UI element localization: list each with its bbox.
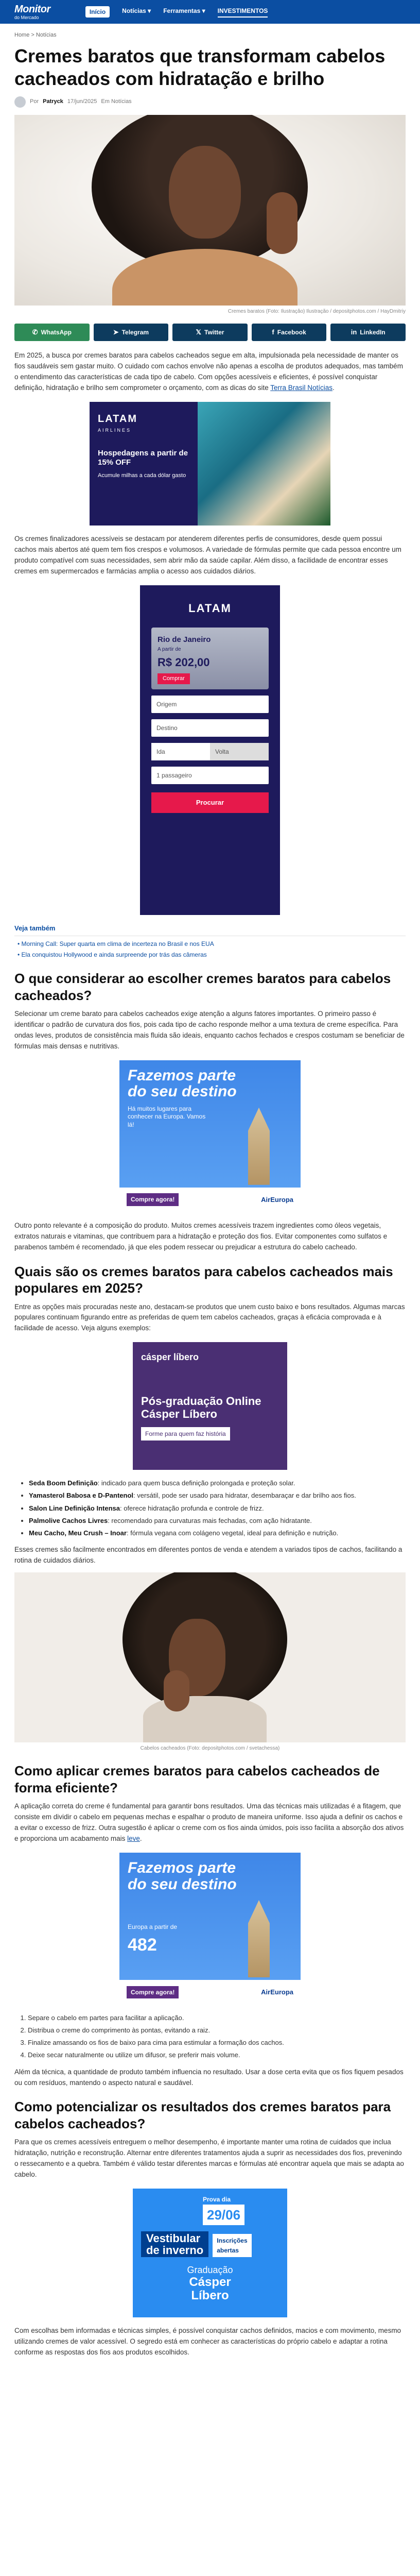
ad-headline-2: do seu destino [128,1083,237,1100]
ad-prova-label: Prova dia [203,2196,231,2204]
breadcrumb[interactable]: Home > Notícias [14,32,57,38]
ad-casper[interactable] [133,1342,287,1470]
aireuropa-logo: AirEuropa [261,1195,293,1204]
ad-subtext: Há muitos lugares para conhecer na Europa. Vamos lá! [128,1105,206,1128]
section-heading: Quais são os cremes baratos para cabelos cacheados mais populares em 2025? [14,1263,393,1296]
steps-list [28,2013,406,2061]
twitter-icon: 𝕏 [196,328,201,336]
nav-item-investimentos[interactable]: INVESTIMENTOS [218,6,268,18]
latam-logo: LATAM [98,413,138,425]
facebook-icon: f [272,328,274,336]
ad-headline-2: Cásper Líbero [141,1408,217,1421]
passengers-select[interactable]: 1 passageiro [151,767,269,784]
paragraph: Outro ponto relevante é a composição do produto. Muitos cremes acessíveis trazem ingredientes como óleos vegetais, extratos naturais e vitaminas, que contribuem para a hidratação e proteção dos fios. Evitar componentes como sulfatos e parabenos também é recomendado, já que eles podem ressecar ou prejudicar a estrutura do cabelo cacheado. [14,1221,388,1251]
ad-subtext: Graduação [187,2265,233,2276]
paragraph: Entre as opções mais procuradas neste ano, destacam-se produtos que unem custo baixo e bons resultados. Algumas marcas populares continuam figurando entre as preferidas de quem tem cabelos cacheados, graças à eficácia comprovada e à facilidade de acesso. Veja alguns exemplos: [14,1302,405,1332]
list-item: • Palmolive Cachos Livres: recomendado para curvaturas mais fechadas, com ação hidratante. [29,1516,406,1526]
ad-buy-button[interactable]: Comprar [157,673,190,684]
paragraph: Selecionar um creme barato para cabelos cacheados exige atenção a alguns fatores importantes. O primeiro passo é identificar o padrão de curvatura dos fios, pois cada tipo de cacho responde melhor a uma textura de creme específica. Para ondas leves, produtos de consistência mais fluida são ideais, enquanto cachos fechados e crespos costumam se beneficiar de fórmulas mais densas e nutritivas. [14,1010,405,1050]
article-date: 17/jun/2025 [67,98,97,105]
share-whatsapp-button[interactable]: ✆ WhatsApp [14,324,90,341]
hero-image [14,115,406,306]
list-item: 4. Deixe secar naturalmente ou utilize um difusor, se preferir mais volume. [28,2050,406,2060]
top-navigation-bar [0,0,420,24]
ad-tagline: Forme para quem faz história [141,1427,230,1441]
article-container [14,24,406,2358]
ad-price: R$ 202,00 [157,655,210,669]
ad-beach-image [198,402,330,526]
share-twitter-button[interactable]: 𝕏 Twitter [172,324,248,341]
ad-headline-2: de inverno [146,2244,204,2257]
article-meta [14,96,406,108]
whatsapp-icon: ✆ [32,328,38,336]
photo-caption: Cabelos cacheados (Foto: depositphotos.com / svetachessa) [140,1745,280,1751]
terra-brasil-link[interactable]: Terra Brasil Notícias [270,384,333,392]
ad-search-button[interactable]: Procurar [151,792,269,813]
leve-link[interactable]: leve [127,1835,140,1843]
ad-city: Rio de Janeiro [157,635,211,644]
latam-logo-sub: AIRLINES [98,428,132,433]
ad-vestibular[interactable] [133,2189,287,2317]
paragraph: Além da técnica, a quantidade de produto também influencia no resultado. Usar a dose certa evita que os fios fiquem pesados ou com resíduos, mantendo o aspecto natural e saudável. [14,2067,404,2087]
see-also-link[interactable]: • Ela conquistou Hollywood e ainda surpreende por trás das câmeras [18,950,406,960]
ad-headline: Fazemos parte [128,1859,236,1877]
telegram-icon: ➤ [113,328,119,336]
ad-subtext: Europa a partir de [128,1923,178,1931]
paragraph: Em 2025, a busca por cremes baratos para cabelos cacheados segue em alta, impulsionada pela necessidade de manter os fios saudáveis sem gastar muito. O cuidado com cachos envolve não apenas a escolha de produtos adequados, mas também o entendimento das características de cada tipo de cabelo. Com opções acessíveis e eficientes, é possível conquistar definição, hidratação e brilho sem comprometer o orçamento, com as dicas do site Terra Brasil Notícias. [14,351,403,392]
list-item: • Salon Line Definição Intensa: oferece hidratação profunda e controle de frizz. [29,1503,406,1514]
author-name[interactable]: Patryck [43,98,63,105]
hero-caption: Cremes baratos (Foto: Ilustração) Ilustração / depositphotos.com / HayDmitriy [227,308,406,314]
ad-headline: Vestibular [146,2232,201,2245]
destination-field[interactable]: Destino [151,719,269,737]
casper-logo-2: Líbero [191,2289,229,2303]
article-photo [14,1572,406,1742]
share-telegram-button[interactable]: ➤ Telegram [94,324,169,341]
ad-headline: Fazemos parte [128,1066,236,1084]
departure-field[interactable]: Ida [151,743,210,760]
logo-text: Monitor [14,3,50,15]
casper-logo: cásper líbero [141,1352,199,1363]
ad-badge: Inscrições [217,2237,248,2244]
ad-monument-image [241,1108,277,1185]
ad-from: A partir de [157,647,181,653]
ad-cta-button[interactable]: Compre agora! [127,1986,179,1999]
see-also-box [14,923,406,960]
nav-item-inicio[interactable]: Início [85,6,110,18]
products-list [29,1478,406,1538]
list-item: 1. Separe o cabelo em partes para facilitar a aplicação. [28,2013,406,2023]
page-title: Cremes baratos que transformam cabelos cacheados com hidratação e brilho [14,45,386,89]
linkedin-icon: in [351,328,357,336]
ad-subtext: Acumule milhas a cada dólar gasto [98,472,186,479]
share-linkedin-button[interactable]: in LinkedIn [330,324,406,341]
logo-subtext: do Mercado [14,14,39,20]
origin-field[interactable]: Origem [151,696,269,713]
ad-aireuropa[interactable] [119,1060,301,1212]
casper-logo: Cásper [189,2275,231,2289]
list-item: • Yamasterol Babosa e D-Pantenol: versátil, pode ser usado para hidratar, desembaraçar e dar brilho aos fios. [29,1490,406,1501]
paragraph: A aplicação correta do creme é fundamental para garantir bons resultados. Uma das técnicas mais utilizadas é a fitagem, que consiste em dividir o cabelo em pequenas mechas e espalhar o produto de maneira uniforme. Isso ajuda a definir os cachos e a evitar o excesso de frizz. Outra sugestão é aplicar o creme com os fios ainda úmidos, pois isso facilita a absorção dos ativos e proporciona um acabamento mais leve. [14,1802,404,1843]
site-logo[interactable] [14,4,50,20]
section-heading: O que considerar ao escolher cremes baratos para cabelos cacheados? [14,971,391,1003]
see-also-label: Veja também [14,923,406,936]
list-item: • Seda Boom Definição: indicado para quem busca definição prolongada e proteção solar. [29,1478,406,1488]
latam-logo: LATAM [188,601,232,615]
ad-aireuropa[interactable] [119,1853,301,2005]
author-avatar [14,96,26,108]
ad-headline-2: do seu destino [128,1875,237,1893]
paragraph: Os cremes finalizadores acessíveis se destacam por atenderem diferentes perfis de consumidores, desde quem possui cachos mais abertos até quem tem fios crespos e volumosos. A variedade de fórmulas permite que cada pessoa encontre um produto compatível com suas necessidades, sem abrir mão da saúde capilar. Além disso, a facilidade de encontrar esses cremes em supermercados e farmácias amplia o acesso aos cuidados diários. [14,535,401,575]
nav-item-noticias[interactable]: Notícias ▾ [122,7,151,14]
ad-latam-search[interactable] [140,585,280,915]
return-field[interactable]: Volta [210,743,269,760]
ad-headline: Pós-graduação Online [141,1395,261,1408]
list-item: • Meu Cacho, Meu Crush – Inoar: fórmula vegana com colágeno vegetal, ideal para definição e nutrição. [29,1528,406,1538]
paragraph: Para que os cremes acessíveis entreguem o melhor desempenho, é importante manter uma rotina de cuidados que inclua hidratação, nutrição e reconstrução. Alternar entre diferentes tratamentos ajuda a suprir as necessidades dos fios, prevenindo o ressecamento e a quebra. Também é válido testar diferentes marcas e fórmulas até encontrar aquela que mais se adapta ao cabelo. [14,2138,404,2179]
ad-date: 29/06 [203,2205,244,2225]
section-heading: Como aplicar cremes baratos para cabelos cacheados de forma eficiente? [14,1763,380,1795]
ad-badge-2: abertas [217,2246,239,2254]
main-nav [85,6,268,18]
section-heading: Como potencializar os resultados dos cremes baratos para cabelos cacheados? [14,2099,391,2131]
share-facebook-button[interactable]: f Facebook [252,324,327,341]
ad-cta-button[interactable]: Compre agora! [127,1193,179,1206]
see-also-link[interactable]: • Morning Call: Super quarta em clima de incerteza no Brasil e nos EUA [18,939,406,949]
ad-price: 482 [128,1935,157,1955]
paragraph: Com escolhas bem informadas e técnicas simples, é possível conquistar cachos definidos, macios e com movimento, mesmo utilizando cremes de valor acessível. O segredo está em conhecer as características do próprio cabelo e adaptar a rotina conforme as respostas dos fios aos produtos escolhidos. [14,2327,401,2356]
ad-latam-banner[interactable] [90,402,330,526]
aireuropa-logo: AirEuropa [261,1988,293,1996]
ad-headline: Hospedagens a partir de 15% OFF [98,448,188,467]
paragraph: Esses cremes são facilmente encontrados em diferentes pontos de venda e atendem a variados tipos de cachos, facilitando a rotina de cuidados diários. [14,1545,402,1564]
list-item: 2. Distribua o creme do comprimento às pontas, evitando a raiz. [28,2025,406,2036]
article-section[interactable]: Em Notícias [101,98,132,105]
share-bar [14,324,406,341]
nav-item-ferramentas[interactable]: Ferramentas ▾ [163,7,205,14]
list-item: 3. Finalize amassando os fios de baixo para cima para estimular a formação dos cachos. [28,2038,406,2048]
author-prefix: Por [30,98,39,105]
